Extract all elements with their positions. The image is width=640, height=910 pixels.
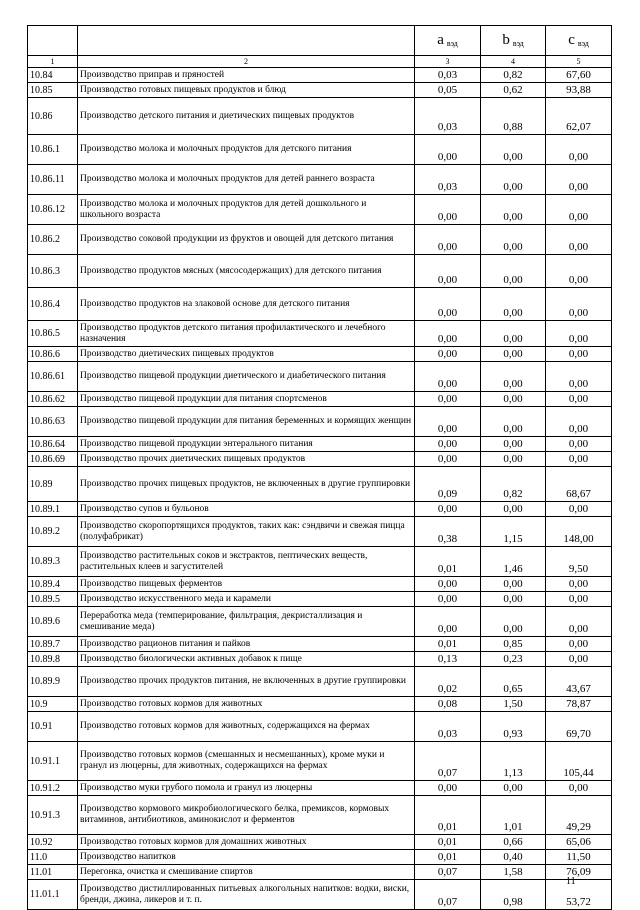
row-value-a: 0,00	[415, 502, 481, 517]
row-value-c: 0,00	[546, 321, 612, 347]
row-value-c: 0,00	[546, 255, 612, 288]
row-name: Производство напитков	[78, 850, 415, 865]
row-name: Производство диетических пищевых продуктов	[78, 347, 415, 362]
row-value-b: 0,23	[481, 652, 546, 667]
row-value-c: 0,00	[546, 165, 612, 195]
column-index: 3	[415, 56, 481, 68]
row-value-c: 0,00	[546, 225, 612, 255]
row-name: Производство прочих пищевых продуктов, не включенных в другие группировки	[78, 467, 415, 502]
row-code: 10.86.63	[28, 407, 78, 437]
table-row	[28, 652, 612, 667]
table-row	[28, 835, 612, 850]
row-value-a: 0,05	[415, 83, 481, 98]
row-value-c: 0,00	[546, 135, 612, 165]
row-value-c: 9,50	[546, 547, 612, 577]
row-value-a: 0,07	[415, 742, 481, 781]
row-value-b: 0,00	[481, 347, 546, 362]
row-name: Производство готовых кормов для домашних животных	[78, 835, 415, 850]
row-value-c: 0,00	[546, 362, 612, 392]
row-value-c: 0,00	[546, 577, 612, 592]
row-code: 10.86.6	[28, 347, 78, 362]
row-value-b: 1,01	[481, 796, 546, 835]
row-code: 10.89.7	[28, 637, 78, 652]
row-value-a: 0,00	[415, 225, 481, 255]
row-value-b: 0,98	[481, 880, 546, 910]
header-code	[28, 26, 78, 56]
row-code: 10.89	[28, 467, 78, 502]
row-value-a: 0,00	[415, 288, 481, 321]
row-value-c: 68,67	[546, 467, 612, 502]
row-name: Производство пищевой продукции для питания спортсменов	[78, 392, 415, 407]
row-value-b: 0,65	[481, 667, 546, 697]
row-value-a: 0,01	[415, 637, 481, 652]
row-name: Производство супов и бульонов	[78, 502, 415, 517]
row-value-b: 1,46	[481, 547, 546, 577]
row-code: 10.9	[28, 697, 78, 712]
row-name: Производство готовых кормов для животных, содержащихся на фермах	[78, 712, 415, 742]
row-name: Производство молока и молочных продуктов для детей раннего возраста	[78, 165, 415, 195]
table-row	[28, 437, 612, 452]
row-value-c: 49,29	[546, 796, 612, 835]
row-value-b: 0,66	[481, 835, 546, 850]
row-value-b: 1,13	[481, 742, 546, 781]
row-code: 10.89.2	[28, 517, 78, 547]
row-value-c: 105,44	[546, 742, 612, 781]
row-value-b: 0,00	[481, 607, 546, 637]
row-value-b: 0,00	[481, 781, 546, 796]
row-value-b: 0,00	[481, 135, 546, 165]
row-code: 10.89.1	[28, 502, 78, 517]
row-code: 10.86.69	[28, 452, 78, 467]
table-row	[28, 865, 612, 880]
table-row	[28, 850, 612, 865]
row-code: 10.91.3	[28, 796, 78, 835]
row-name: Перегонка, очистка и смешивание спиртов	[78, 865, 415, 880]
row-value-c: 0,00	[546, 652, 612, 667]
row-value-a: 0,01	[415, 835, 481, 850]
row-value-c: 53,72	[546, 880, 612, 910]
table-row	[28, 195, 612, 225]
row-name: Производство пищевых ферментов	[78, 577, 415, 592]
table-row	[28, 83, 612, 98]
row-code: 11.01	[28, 865, 78, 880]
row-code: 10.86.5	[28, 321, 78, 347]
row-code: 10.91.2	[28, 781, 78, 796]
row-name: Производство пищевой продукции для питания беременных и кормящих женщин	[78, 407, 415, 437]
row-name: Производство продуктов на злаковой основе для детского питания	[78, 288, 415, 321]
row-name: Производство соковой продукции из фруктов и овощей для детского питания	[78, 225, 415, 255]
row-name: Производство молока и молочных продуктов для детского питания	[78, 135, 415, 165]
row-value-c: 148,00	[546, 517, 612, 547]
coefficients-table	[27, 25, 612, 910]
row-value-b: 1,50	[481, 697, 546, 712]
row-value-b: 0,00	[481, 592, 546, 607]
row-value-b: 0,62	[481, 83, 546, 98]
row-name: Производство продуктов мясных (мясосодержащих) для детского питания	[78, 255, 415, 288]
table-row	[28, 592, 612, 607]
row-value-c: 93,88	[546, 83, 612, 98]
row-code: 10.89.4	[28, 577, 78, 592]
table-row	[28, 667, 612, 697]
row-value-b: 0,82	[481, 68, 546, 83]
row-value-c: 0,00	[546, 781, 612, 796]
table-row	[28, 742, 612, 781]
table-row	[28, 407, 612, 437]
row-value-a: 0,00	[415, 592, 481, 607]
row-code: 10.91.1	[28, 742, 78, 781]
table-row	[28, 321, 612, 347]
row-value-a: 0,01	[415, 547, 481, 577]
row-name: Производство готовых пищевых продуктов и блюд	[78, 83, 415, 98]
row-value-b: 0,00	[481, 195, 546, 225]
row-value-a: 0,00	[415, 255, 481, 288]
row-name: Производство биологически активных добавок к пище	[78, 652, 415, 667]
row-value-c: 0,00	[546, 288, 612, 321]
row-value-a: 0,01	[415, 850, 481, 865]
header-name	[78, 26, 415, 56]
row-value-b: 0,88	[481, 98, 546, 135]
table-row	[28, 607, 612, 637]
table-row	[28, 781, 612, 796]
row-code: 10.86.64	[28, 437, 78, 452]
table-row	[28, 68, 612, 83]
row-value-a: 0,03	[415, 712, 481, 742]
row-code: 10.86.11	[28, 165, 78, 195]
row-name: Производство молока и молочных продуктов для детей дошкольного и школьного возраста	[78, 195, 415, 225]
row-value-c: 67,60	[546, 68, 612, 83]
table-row	[28, 255, 612, 288]
header-b: b $_{вэд}$	[481, 26, 546, 56]
row-code: 10.86	[28, 98, 78, 135]
table-row	[28, 392, 612, 407]
row-value-b: 0,00	[481, 407, 546, 437]
row-name: Производство готовых кормов для животных	[78, 697, 415, 712]
row-value-b: 0,40	[481, 850, 546, 865]
row-value-b: 0,85	[481, 637, 546, 652]
row-value-b: 0,00	[481, 577, 546, 592]
row-value-c: 0,00	[546, 502, 612, 517]
table-row	[28, 288, 612, 321]
row-value-c: 78,87	[546, 697, 612, 712]
row-name: Производство прочих продуктов питания, не включенных в другие группировки	[78, 667, 415, 697]
row-name: Производство детского питания и диетических пищевых продуктов	[78, 98, 415, 135]
table-row	[28, 98, 612, 135]
row-value-a: 0,03	[415, 68, 481, 83]
row-code: 10.89.3	[28, 547, 78, 577]
table-row	[28, 467, 612, 502]
row-value-a: 0,00	[415, 362, 481, 392]
page-number: 11	[566, 876, 576, 887]
row-name: Производство искусственного меда и карамели	[78, 592, 415, 607]
row-name: Производство скоропортящихся продуктов, таких как: сэндвичи и свежая пицца (полуфабрикат)	[78, 517, 415, 547]
row-value-c: 0,00	[546, 392, 612, 407]
header-row	[28, 26, 612, 56]
row-value-b: 0,00	[481, 437, 546, 452]
row-name: Производство готовых кормов (смешанных и несмешанных), кроме муки и гранул из люцерны, для животных, содержащихся на фермах	[78, 742, 415, 781]
row-code: 10.86.2	[28, 225, 78, 255]
row-name: Производство рационов питания и пайков	[78, 637, 415, 652]
row-value-a: 0,00	[415, 347, 481, 362]
row-value-a: 0,00	[415, 577, 481, 592]
column-index: 5	[546, 56, 612, 68]
row-value-b: 0,00	[481, 502, 546, 517]
row-name: Производство приправ и пряностей	[78, 68, 415, 83]
row-value-a: 0,00	[415, 195, 481, 225]
column-index-row	[28, 56, 612, 68]
row-code: 10.89.9	[28, 667, 78, 697]
row-code: 11.0	[28, 850, 78, 865]
row-code: 10.92	[28, 835, 78, 850]
row-value-a: 0,00	[415, 407, 481, 437]
row-value-b: 0,00	[481, 362, 546, 392]
table-row	[28, 347, 612, 362]
table-row	[28, 165, 612, 195]
row-value-a: 0,00	[415, 392, 481, 407]
row-name: Производство кормового микробиологического белка, премиксов, кормовых витаминов, антибиотиков, аминокислот и ферментов	[78, 796, 415, 835]
row-value-c: 0,00	[546, 407, 612, 437]
row-value-a: 0,13	[415, 652, 481, 667]
table-row	[28, 796, 612, 835]
row-value-c: 0,00	[546, 195, 612, 225]
table-row	[28, 502, 612, 517]
row-code: 10.89.6	[28, 607, 78, 637]
row-value-c: 0,00	[546, 592, 612, 607]
row-value-a: 0,02	[415, 667, 481, 697]
row-value-c: 0,00	[546, 437, 612, 452]
row-code: 10.84	[28, 68, 78, 83]
row-value-b: 0,00	[481, 452, 546, 467]
row-code: 10.85	[28, 83, 78, 98]
row-value-a: 0,38	[415, 517, 481, 547]
row-code: 10.91	[28, 712, 78, 742]
row-name: Производство пищевой продукции диетического и диабетического питания	[78, 362, 415, 392]
row-value-c: 0,00	[546, 607, 612, 637]
table-row	[28, 517, 612, 547]
row-value-a: 0,00	[415, 321, 481, 347]
row-value-c: 0,00	[546, 452, 612, 467]
table-row	[28, 225, 612, 255]
table-row	[28, 547, 612, 577]
row-code: 10.89.8	[28, 652, 78, 667]
row-value-a: 0,07	[415, 880, 481, 910]
row-value-b: 0,00	[481, 165, 546, 195]
row-value-c: 11,50	[546, 850, 612, 865]
row-value-b: 1,58	[481, 865, 546, 880]
row-value-a: 0,08	[415, 697, 481, 712]
row-value-b: 0,00	[481, 225, 546, 255]
row-value-a: 0,00	[415, 135, 481, 165]
row-value-a: 0,00	[415, 452, 481, 467]
header-c: c $_{вэд}$	[546, 26, 612, 56]
row-value-b: 0,00	[481, 392, 546, 407]
row-value-c: 0,00	[546, 347, 612, 362]
row-code: 10.86.1	[28, 135, 78, 165]
row-value-c: 0,00	[546, 637, 612, 652]
row-value-c: 69,70	[546, 712, 612, 742]
row-code: 10.86.4	[28, 288, 78, 321]
table-row	[28, 712, 612, 742]
row-value-b: 0,00	[481, 255, 546, 288]
row-value-a: 0,00	[415, 781, 481, 796]
table-row	[28, 697, 612, 712]
row-name: Переработка меда (темперирование, фильтрация, декристаллизация и смешивание меда)	[78, 607, 415, 637]
row-name: Производство муки грубого помола и гранул из люцерны	[78, 781, 415, 796]
row-name: Производство продуктов детского питания профилактического и лечебного назначения	[78, 321, 415, 347]
row-value-a: 0,03	[415, 98, 481, 135]
row-code: 10.86.61	[28, 362, 78, 392]
row-value-a: 0,01	[415, 796, 481, 835]
row-value-a: 0,00	[415, 607, 481, 637]
row-name: Производство прочих диетических пищевых продуктов	[78, 452, 415, 467]
table-row	[28, 577, 612, 592]
column-index: 1	[28, 56, 78, 68]
column-index: 2	[78, 56, 415, 68]
row-code: 10.86.62	[28, 392, 78, 407]
row-code: 10.86.12	[28, 195, 78, 225]
row-code: 11.01.1	[28, 880, 78, 910]
row-name: Производство дистиллированных питьевых алкогольных напитков: водки, виски, бренди, джина, ликеров и т. п.	[78, 880, 415, 910]
row-value-c: 43,67	[546, 667, 612, 697]
row-code: 10.86.3	[28, 255, 78, 288]
row-value-a: 0,00	[415, 437, 481, 452]
table-row	[28, 637, 612, 652]
row-value-b: 0,93	[481, 712, 546, 742]
row-value-c: 76,09	[546, 865, 612, 880]
table-row	[28, 880, 612, 910]
header-a: a $_{вэд}$	[415, 26, 481, 56]
row-value-c: 62,07	[546, 98, 612, 135]
row-code: 10.89.5	[28, 592, 78, 607]
table-row	[28, 362, 612, 392]
row-value-b: 0,82	[481, 467, 546, 502]
row-value-c: 65,06	[546, 835, 612, 850]
row-value-a: 0,03	[415, 165, 481, 195]
column-index: 4	[481, 56, 546, 68]
row-value-b: 1,15	[481, 517, 546, 547]
row-value-a: 0,07	[415, 865, 481, 880]
table-row	[28, 135, 612, 165]
row-value-a: 0,09	[415, 467, 481, 502]
row-name: Производство пищевой продукции энтерального питания	[78, 437, 415, 452]
row-value-b: 0,00	[481, 321, 546, 347]
row-name: Производство растительных соков и экстрактов, пептических веществ, растительных клеев и загустителей	[78, 547, 415, 577]
table-row	[28, 452, 612, 467]
row-value-b: 0,00	[481, 288, 546, 321]
